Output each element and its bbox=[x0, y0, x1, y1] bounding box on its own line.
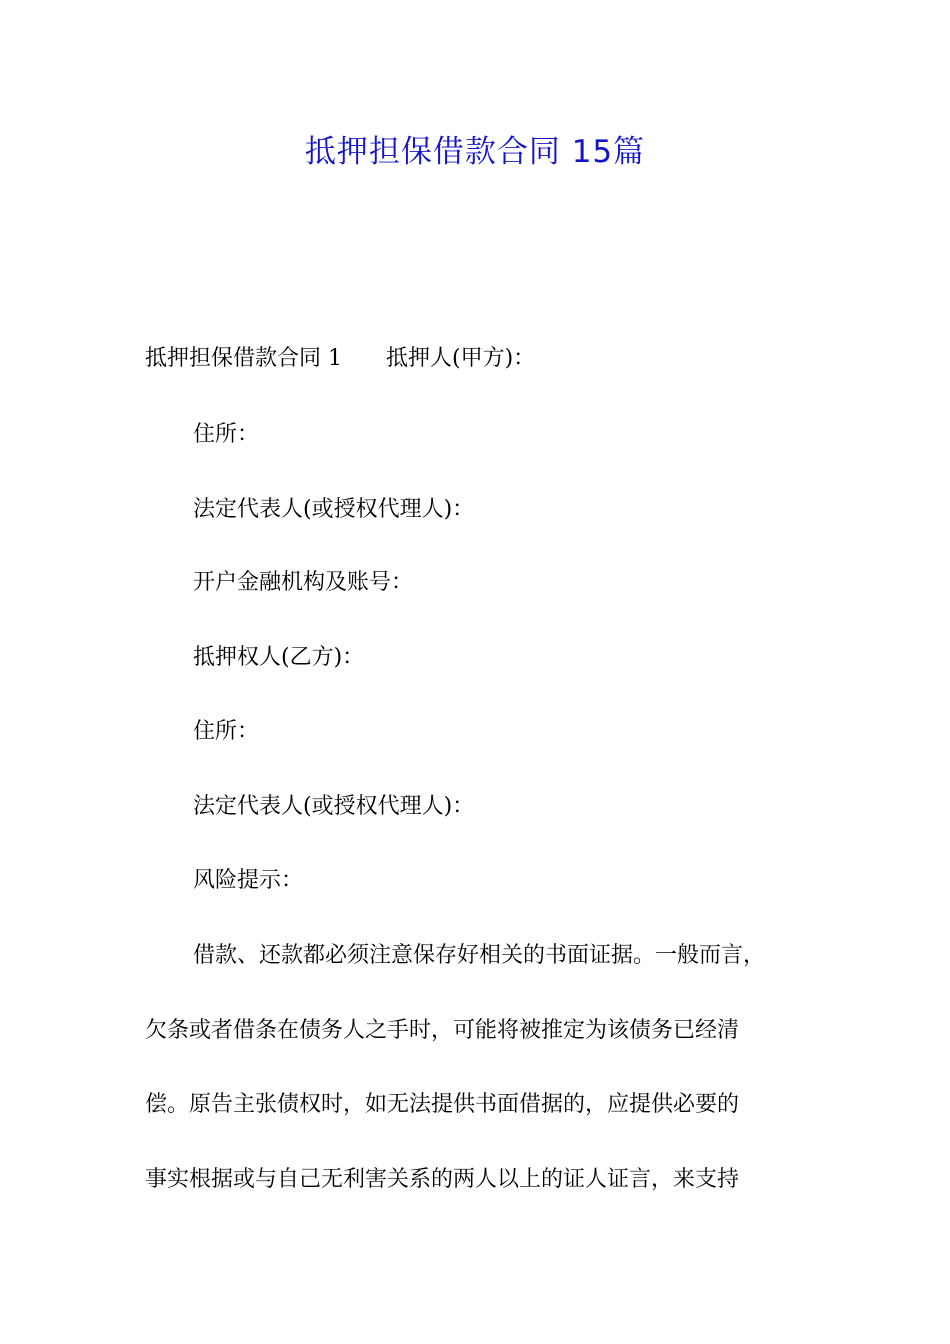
document-title: 抵押担保借款合同 15篇 bbox=[304, 134, 646, 170]
paragraph-line: 事实根据或与自己无利害关系的两人以上的证人证言，来支持 bbox=[145, 1167, 740, 1192]
paragraph-line: 欠条或者借条在债务人之手时，可能将被推定为该债务已经清 bbox=[145, 1018, 740, 1043]
mortgagor-address-field: 住所： bbox=[193, 422, 260, 447]
mortgagor-representative-field: 法定代表人(或授权代理人)： bbox=[193, 497, 475, 522]
risk-notice-heading: 风险提示： bbox=[193, 868, 304, 893]
contract-number-label: 抵押担保借款合同 1 bbox=[145, 346, 342, 371]
mortgagee-address-field: 住所： bbox=[193, 719, 260, 744]
contract-heading-line bbox=[145, 344, 535, 374]
mortgagee-representative-field: 法定代表人(或授权代理人)： bbox=[193, 794, 475, 819]
mortgagor-label: 抵押人(甲方)： bbox=[386, 346, 536, 371]
mortgagee-label: 抵押权人(乙方)： bbox=[193, 645, 365, 670]
paragraph-line: 借款、还款都必须注意保存好相关的书面证据。一般而言， bbox=[193, 943, 766, 968]
paragraph-line: 偿。原告主张债权时，如无法提供书面借据的，应提供必要的 bbox=[145, 1092, 740, 1117]
bank-account-field: 开户金融机构及账号： bbox=[193, 570, 414, 595]
